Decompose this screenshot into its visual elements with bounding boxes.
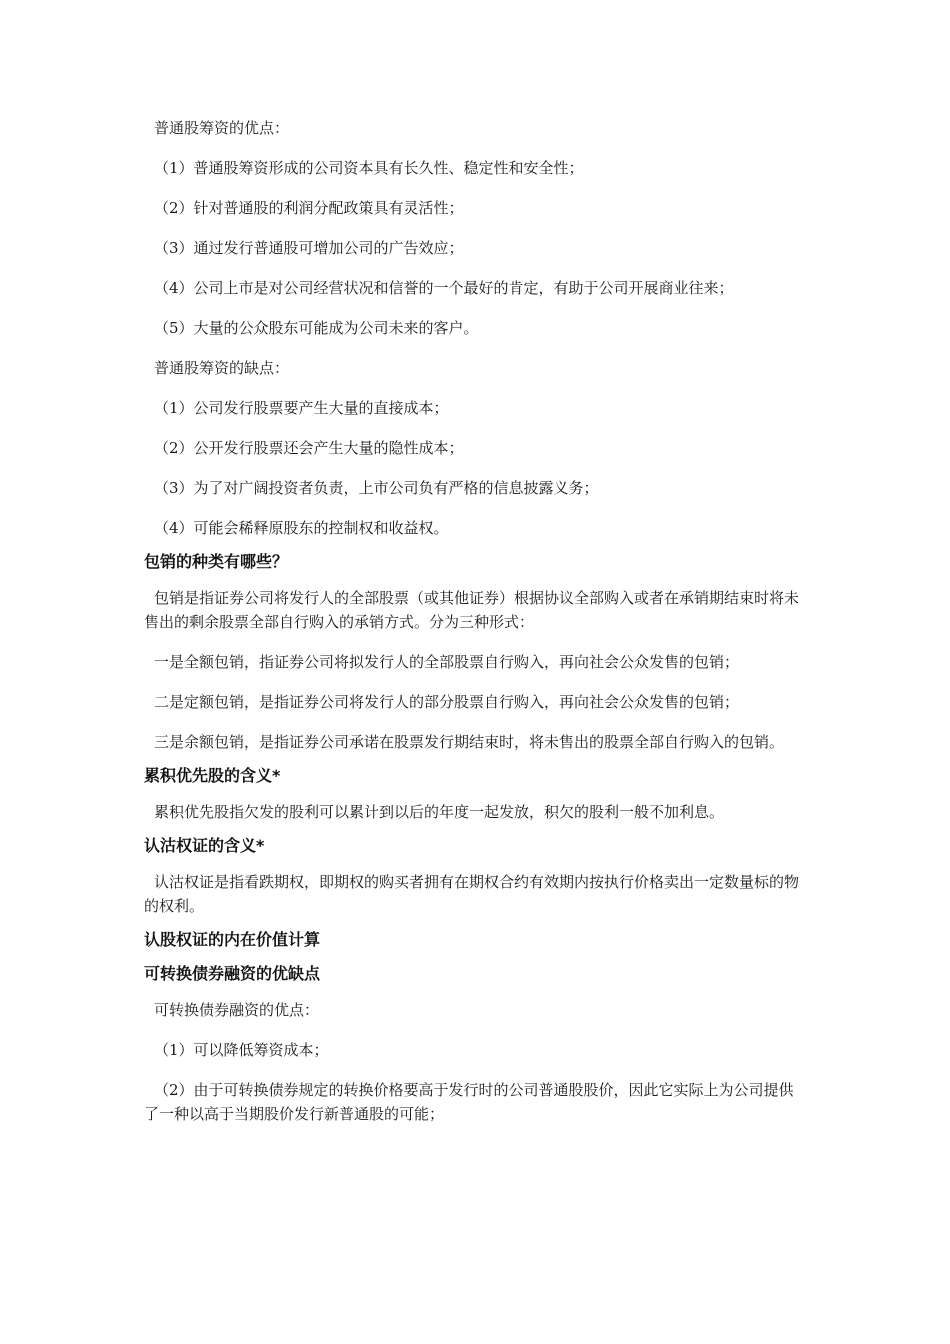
list-item: （4）公司上市是对公司经营状况和信誉的一个最好的肯定，有助于公司开展商业往来； (154, 279, 734, 297)
document-page (144, 116, 800, 1142)
list-item: （1）普通股筹资形成的公司资本具有长久性、稳定性和安全性； (154, 159, 584, 177)
list-item: （5）大量的公众股东可能成为公司未来的客户。 (154, 319, 479, 337)
paragraph: 普通股筹资的缺点： (154, 359, 290, 377)
section-heading: 认沽权证的含义* (144, 836, 265, 855)
section-heading: 包销的种类有哪些？ (144, 552, 289, 571)
list-item: （2）公开发行股票还会产生大量的隐性成本； (154, 439, 464, 457)
section-heading: 认股权证的内在价值计算 (144, 930, 321, 949)
section-heading: 累积优先股的含义* (144, 766, 281, 785)
paragraph: 一是全额包销，指证券公司将拟发行人的全部股票自行购入，再向社会公众发售的包销； (154, 653, 740, 671)
paragraph: 普通股筹资的优点： (154, 119, 290, 137)
list-item: （3）通过发行普通股可增加公司的广告效应； (154, 239, 464, 257)
list-item: （4）可能会稀释原股东的控制权和收益权。 (154, 519, 449, 537)
paragraph: 二是定额包销，是指证券公司将发行人的部分股票自行购入，再向社会公众发售的包销； (154, 693, 740, 711)
list-item: （2）由于可转换债券规定的转换价格要高于发行时的公司普通股股价，因此它实际上为公司提供了一种以高于当期股价发行新普通股的可能； (144, 1081, 794, 1123)
paragraph: 可转换债券融资的优点： (154, 1001, 320, 1019)
paragraph: 三是余额包销，是指证券公司承诺在股票发行期结束时，将未售出的股票全部自行购入的包销。 (154, 733, 785, 751)
paragraph: 认沽权证是指看跌期权，即期权的购买者拥有在期权合约有效期内按执行价格卖出一定数量标的物的权利。 (144, 873, 800, 915)
list-item: （3）为了对广阔投资者负责，上市公司负有严格的信息披露义务； (154, 479, 599, 497)
paragraph: 包销是指证券公司将发行人的全部股票（或其他证券）根据协议全部购入或者在承销期结束时将未售出的剩余股票全部自行购入的承销方式。分为三种形式： (144, 589, 800, 631)
list-item: （2）针对普通股的利润分配政策具有灵活性； (154, 199, 464, 217)
section-heading: 可转换债券融资的优缺点 (144, 964, 321, 983)
list-item: （1）公司发行股票要产生大量的直接成本； (154, 399, 449, 417)
list-item: （1）可以降低筹资成本； (154, 1041, 329, 1059)
paragraph: 累积优先股指欠发的股利可以累计到以后的年度一起发放，积欠的股利一般不加利息。 (154, 803, 725, 821)
